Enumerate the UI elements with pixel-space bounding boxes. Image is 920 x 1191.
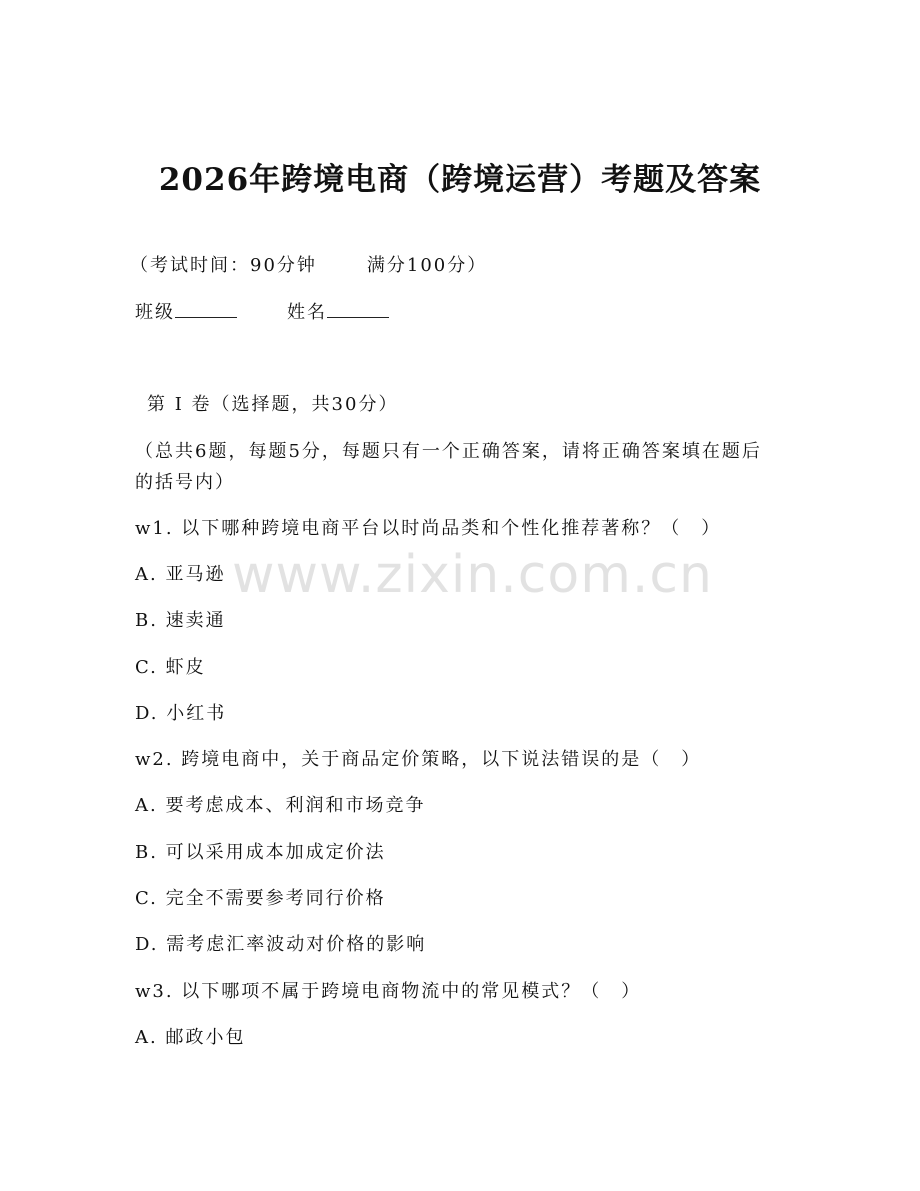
- section-instruction: （总共6题，每题5分，每题只有一个正确答案，请将正确答案填在题后的括号内）: [135, 441, 762, 493]
- class-blank[interactable]: [175, 299, 237, 318]
- class-label: 班级: [135, 302, 175, 323]
- exam-score: 满分100分）: [366, 255, 488, 276]
- q2-option-a: A. 要考虑成本、利润和市场竞争: [135, 795, 426, 816]
- exam-info: [130, 252, 487, 280]
- q3-option-a: A. 邮政小包: [135, 1027, 246, 1048]
- name-blank[interactable]: [327, 299, 389, 318]
- student-fields: [135, 299, 389, 327]
- q2-option-b: B. 可以采用成本加成定价法: [135, 842, 386, 863]
- section-heading: 第 I 卷（选择题，共30分）: [147, 394, 399, 415]
- exam-time: （考试时间：90分钟: [130, 255, 317, 276]
- q2-option-c: C. 完全不需要参考同行价格: [135, 888, 386, 909]
- q1-option-b: B. 速卖通: [135, 610, 226, 631]
- q2-option-d: D. 需考虑汇率波动对价格的影响: [135, 934, 427, 955]
- document-title: 2026年跨境电商（跨境运营）考题及答案: [158, 162, 762, 198]
- q1-option-d: D. 小红书: [135, 703, 227, 724]
- q1-option-a: A. 亚马逊: [135, 564, 226, 585]
- watermark: www.zixin.com.cn: [232, 545, 713, 605]
- name-label: 姓名: [287, 302, 327, 323]
- question-1: w1. 以下哪种跨境电商平台以时尚品类和个性化推荐著称？（ ）: [135, 518, 722, 539]
- question-3: w3. 以下哪项不属于跨境电商物流中的常见模式？（ ）: [135, 981, 642, 1002]
- q1-option-c: C. 虾皮: [135, 657, 206, 678]
- question-2: w2. 跨境电商中，关于商品定价策略，以下说法错误的是（ ）: [135, 749, 702, 770]
